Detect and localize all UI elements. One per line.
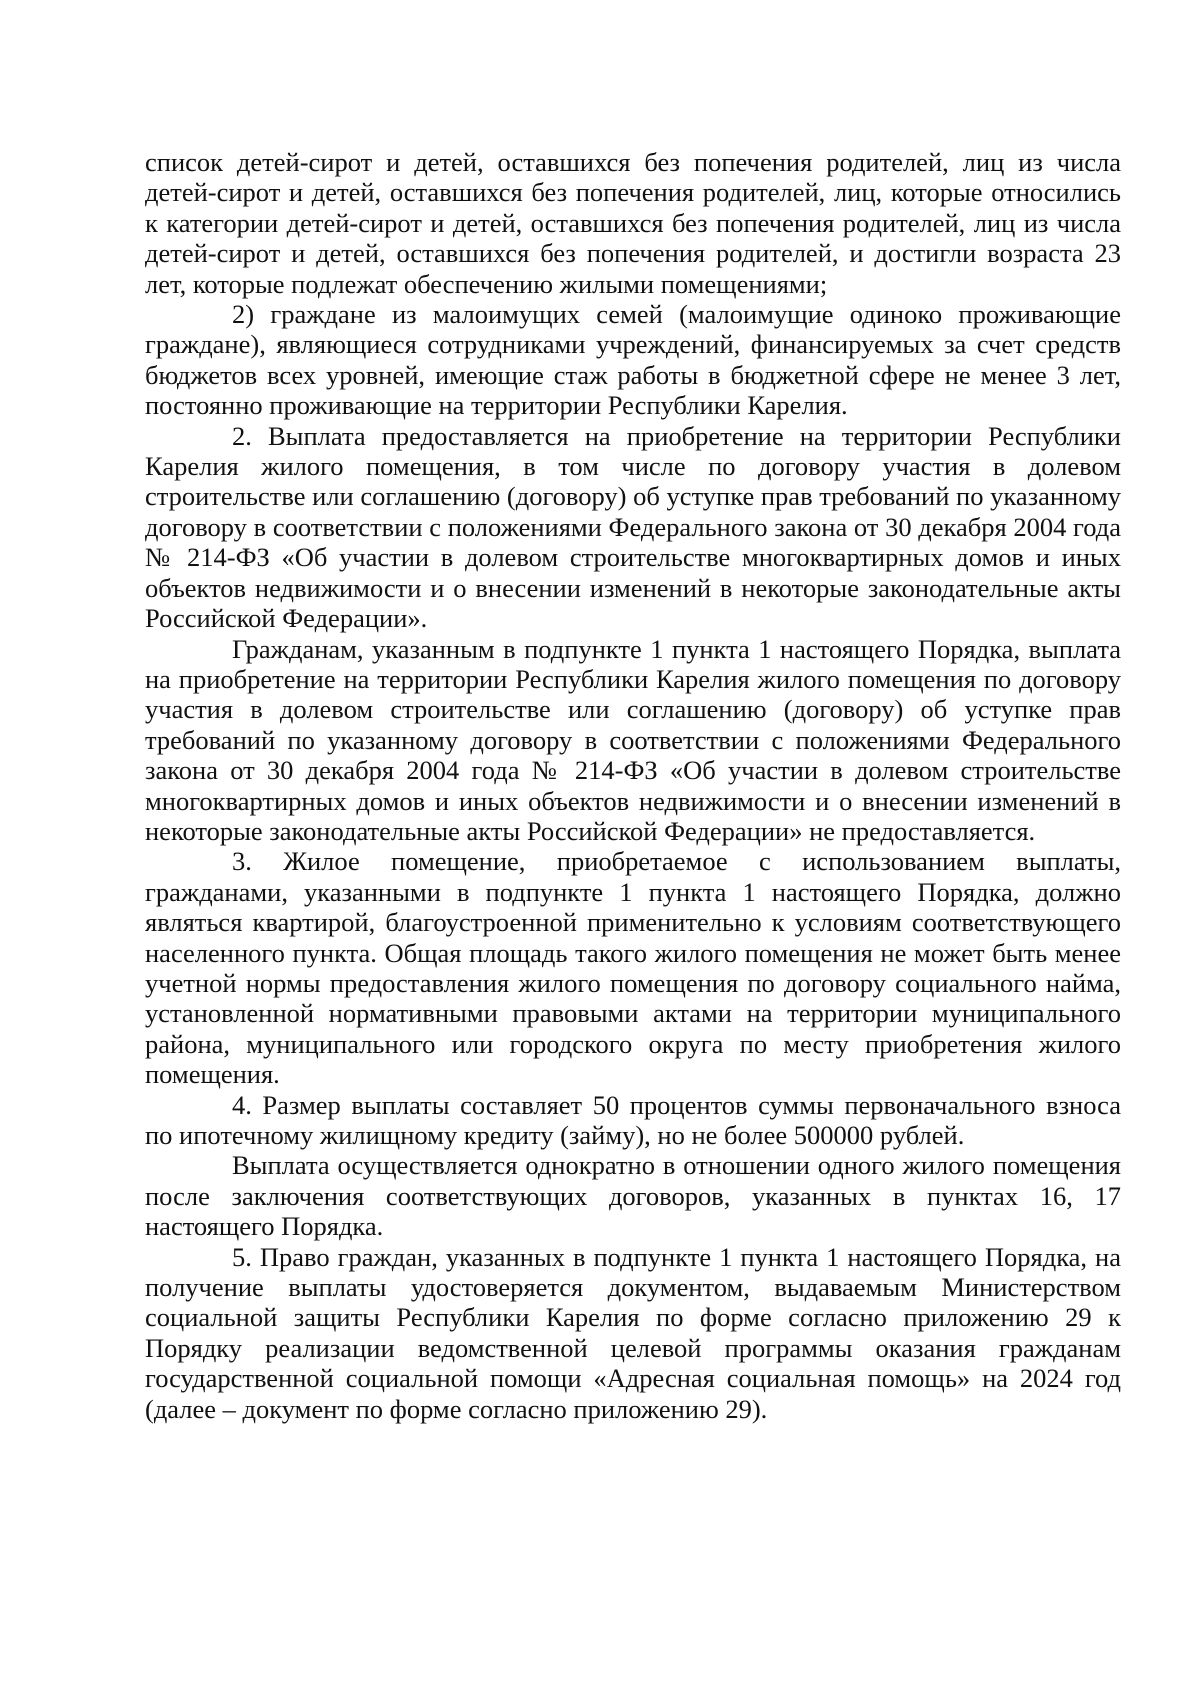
paragraph-item-5: 5. Право граждан, указанных в подпункте 1 пункта 1 настоящего Порядка, на получение выплаты удостоверяется документом, выдаваемым Министерством социальной защиты Республики Карелия по форме согласно приложению 29 к Порядку реализации ведомственной целевой программы оказания гражданам государственной социальной помощи «Адресная социальная помощь» на 2024 год (далее – документ по форме согласно приложению 29). [145, 1241, 1121, 1424]
paragraph-item-3: 3. Жилое помещение, приобретаемое с использованием выплаты, гражданами, указанными в подпункте 1 пункта 1 настоящего Порядка, должно являться квартирой, благоустроенной применительно к условиям соответствующего населенного пункта. Общая площадь такого жилого помещения не может быть менее учетной нормы предоставления жилого помещения по договору социального найма, установленной нормативными правовыми актами на территории муниципального района, муниципального или городского округа по месту приобретения жилого помещения. [145, 846, 1121, 1090]
paragraph-subitem-2: 2) граждане из малоимущих семей (малоимущие одиноко проживающие граждане), являющиеся сотрудниками учреждений, финансируемых за счет средств бюджетов всех уровней, имеющие стаж работы в бюджетной сфере не менее 3 лет, постоянно проживающие на территории Республики Карелия. [145, 299, 1121, 421]
paragraph-item-2: 2. Выплата предоставляется на приобретение на территории Республики Карелия жилого помещения, в том числе по договору участия в долевом строительстве или соглашению (договору) об уступке прав требований по указанному договору в соответствии с положениями Федерального закона от 30 декабря 2004 года № 214-ФЗ «Об участии в долевом строительстве многоквартирных домов и иных объектов недвижимости и о внесении изменений в некоторые законодательные акты Российской Федерации». [145, 420, 1121, 634]
document-page [145, 147, 1121, 1424]
paragraph-item-2-note: Гражданам, указанным в подпункте 1 пункта 1 настоящего Порядка, выплата на приобретение на территории Республики Карелия жилого помещения по договору участия в долевом строительстве или соглашению (договору) об уступке прав требований по указанному договору в соответствии с положениями Федерального закона от 30 декабря 2004 года № 214-ФЗ «Об участии в долевом строительстве многоквартирных домов и иных объектов недвижимости и о внесении изменений в некоторые законодательные акты Российской Федерации» не предоставляется. [145, 633, 1121, 846]
paragraph-item-4: 4. Размер выплаты составляет 50 процентов суммы первоначального взноса по ипотечному жилищному кредиту (займу), но не более 500000 рублей. [145, 1089, 1121, 1150]
paragraph-continuation: список детей-сирот и детей, оставшихся без попечения родителей, лиц из числа детей-сирот и детей, оставшихся без попечения родителей, лиц, которые относились к категории детей-сирот и детей, оставшихся без попечения родителей, лиц из числа детей-сирот и детей, оставшихся без попечения родителей, и достигли возраста 23 лет, которые подлежат обеспечению жилыми помещениями; [145, 147, 1121, 299]
paragraph-item-4-note: Выплата осуществляется однократно в отношении одного жилого помещения после заключения соответствующих договоров, указанных в пунктах 16, 17 настоящего Порядка. [145, 1150, 1121, 1242]
